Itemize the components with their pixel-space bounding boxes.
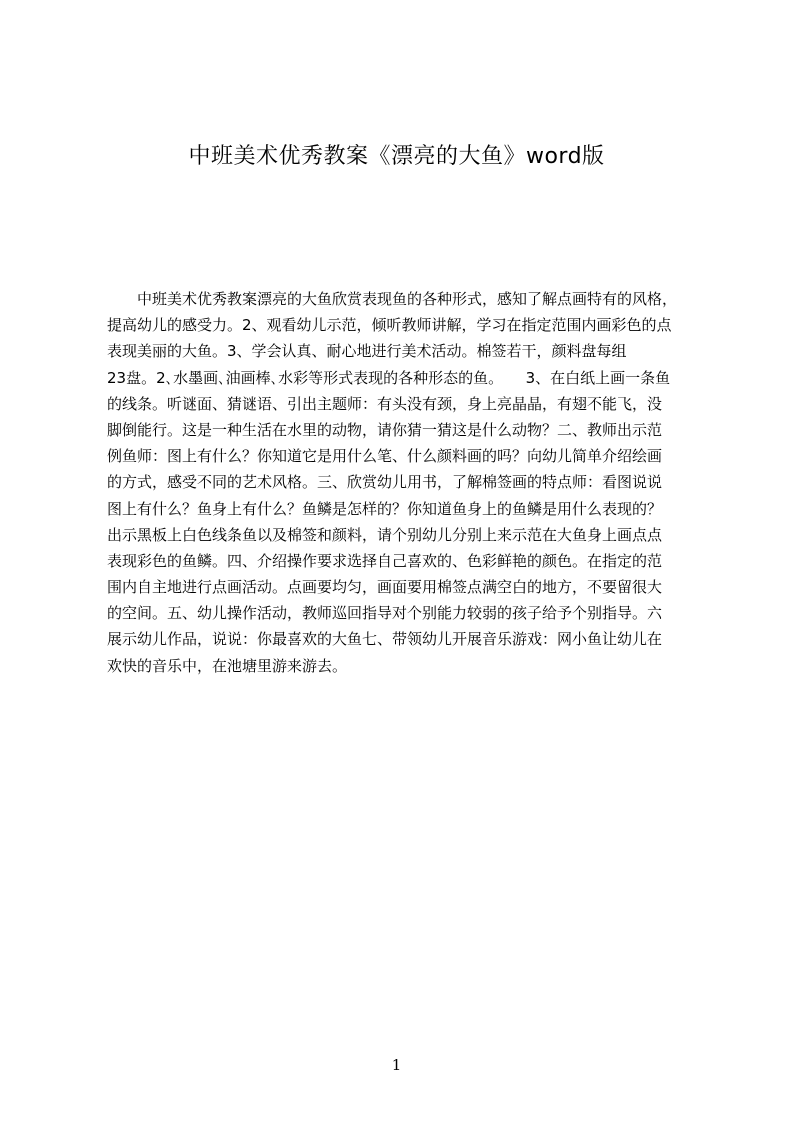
paragraph-line: 图上有什么？鱼身上有什么？鱼鳞是怎样的？你知道鱼身上的鱼鳞是用什么表现的？: [107, 499, 663, 518]
paragraph-line: 欢快的音乐中，在池塘里游来游去。: [107, 656, 348, 675]
paragraph-line: 23盘。2､水墨画､油画棒､水彩等形式表现的各种形态的鱼。 3、在白纸上画一条鱼: [107, 368, 671, 387]
paragraph-line: 的方式，感受不同的艺术风格。三、欣赏幼儿用书，了解棉签画的特点师：看图说说: [107, 473, 663, 492]
page-number: 1: [391, 1056, 402, 1074]
paragraph-line: 中班美术优秀教案漂亮的大鱼欣赏表现鱼的各种形式，感知了解点画特有的风格，: [137, 290, 678, 308]
paragraph-line: 的空间。五、幼儿操作活动，教师巡回指导对个别能力较弱的孩子给予个别指导。六: [107, 604, 663, 623]
paragraph-line: 的线条。听谜面、猜谜语、引出主题师：有头没有颈，身上亮晶晶，有翅不能飞，没: [107, 394, 663, 413]
paragraph-line: 出示黑板上白色线条鱼以及棉签和颜料，请个别幼儿分别上来示范在大鱼身上画点点: [107, 525, 663, 544]
document-title: 中班美术优秀教案《漂亮的大鱼》word版: [188, 144, 605, 169]
paragraph-line: 提高幼儿的感受力。2、观看幼儿示范，倾听教师讲解，学习在指定范围内画彩色的点: [107, 316, 672, 335]
paragraph-line: 例鱼师：图上有什么？你知道它是用什么笔、什么颜料画的吗？向幼儿简单介绍绘画: [107, 447, 663, 466]
paragraph-line: 围内自主地进行点画活动。点画要均匀，画面要用棉签点满空白的地方，不要留很大: [107, 578, 663, 597]
paragraph-line: 表现彩色的鱼鳞。四、介绍操作要求选择自己喜欢的、色彩鲜艳的颜色。在指定的范: [107, 551, 663, 570]
paragraph-line: 脚倒能行。这是一种生活在水里的动物，请你猜一猜这是什么动物？二、教师出示范: [107, 420, 663, 439]
paragraph-line: 展示幼儿作品，说说：你最喜欢的大鱼七、带领幼儿开展音乐游戏：网小鱼让幼儿在: [107, 630, 663, 649]
paragraph-line: 表现美丽的大鱼。3、学会认真、耐心地进行美术活动。棉签若干，颜料盘每组: [107, 342, 627, 361]
body-paragraph: [107, 286, 699, 679]
